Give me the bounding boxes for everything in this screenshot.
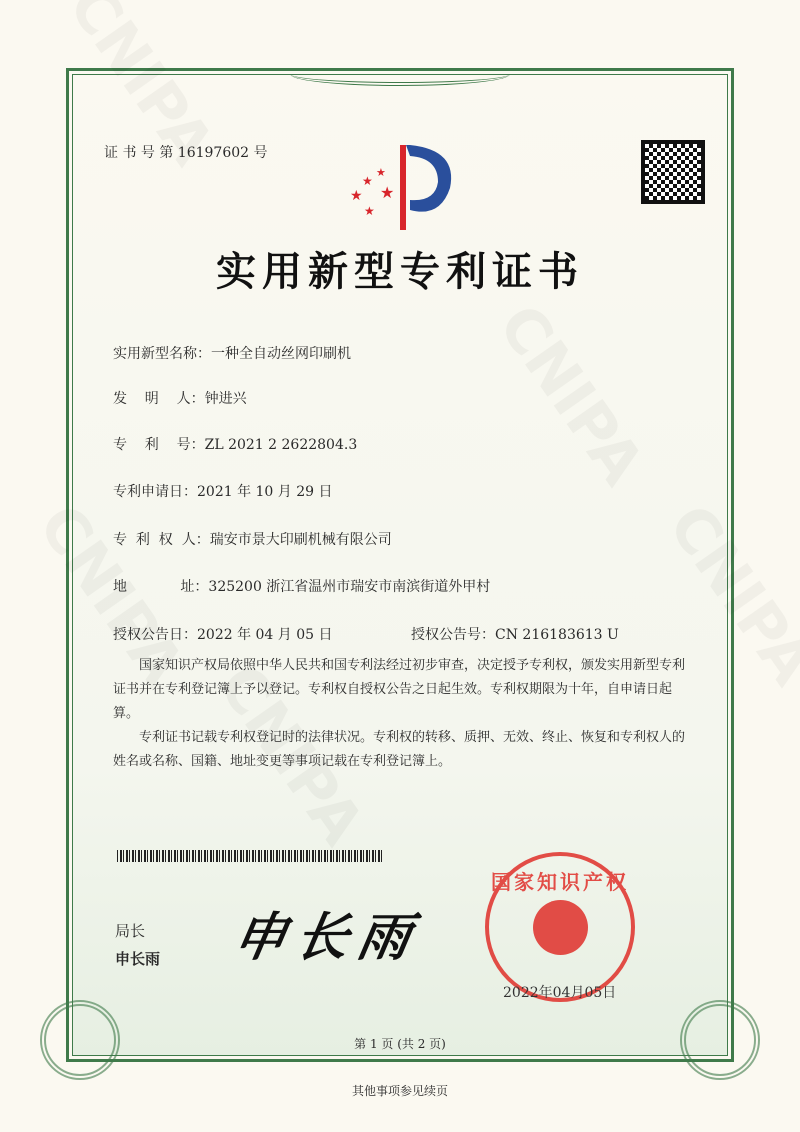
paragraph: 国家知识产权局依照中华人民共和国专利法经过初步审查，决定授予专利权，颁发实用新型专利证书并在专利登记簿上予以登记。专利权自授权公告之日起生效。专利权期限为十年，自申请日起算。 <box>113 658 686 721</box>
paragraph: 专利证书记载专利权登记时的法律状况。专利权的转移、质押、无效、终止、恢复和专利权人的姓名或名称、国籍、地址变更等事项记载在专利登记簿上。 <box>113 730 686 769</box>
director-name: 申长雨 <box>115 950 161 968</box>
page-info: 第 1 页 (共 2 页) <box>354 1037 446 1051</box>
signature: 申长雨 <box>228 907 426 968</box>
continued-note: 其他事项参见续页 <box>351 1084 448 1098</box>
field-grant-date: 授权公告日：2022 年 04 月 05 日 <box>113 627 333 643</box>
qr-code <box>641 140 705 204</box>
svg-text:★: ★ <box>350 188 363 204</box>
director-title: 局长 <box>115 922 146 940</box>
ornament-top <box>290 62 510 86</box>
field-patentee: 专 利 权 人：瑞安市景大印刷机械有限公司 <box>113 532 392 548</box>
field-address: 地 址：325200 浙江省温州市瑞安市南滨街道外甲村 <box>113 579 491 595</box>
svg-text:★: ★ <box>380 183 395 202</box>
field-application-date: 专利申请日：2021 年 10 月 29 日 <box>113 484 333 500</box>
field-patent-number: 专 利 号：ZL 2021 2 2622804.3 <box>113 437 358 453</box>
official-seal: 国家知识产权局 <box>485 852 635 1002</box>
field-grant-pub-no: 授权公告号：CN 216183613 U <box>411 627 619 643</box>
seal-date: 2022年04月05日 <box>503 985 617 1001</box>
field-name: 实用新型名称：一种全自动丝网印刷机 <box>113 346 351 362</box>
svg-text:★: ★ <box>364 204 375 218</box>
barcode <box>117 850 383 862</box>
field-inventor: 发 明 人：钟进兴 <box>113 391 247 407</box>
svg-text:★: ★ <box>362 174 373 188</box>
certificate-number: 证 书 号 第 16197602 号 <box>104 145 268 161</box>
certificate-title: 实用新型专利证书 <box>216 248 584 295</box>
cnipa-logo <box>340 140 460 235</box>
svg-text:★: ★ <box>376 166 386 179</box>
